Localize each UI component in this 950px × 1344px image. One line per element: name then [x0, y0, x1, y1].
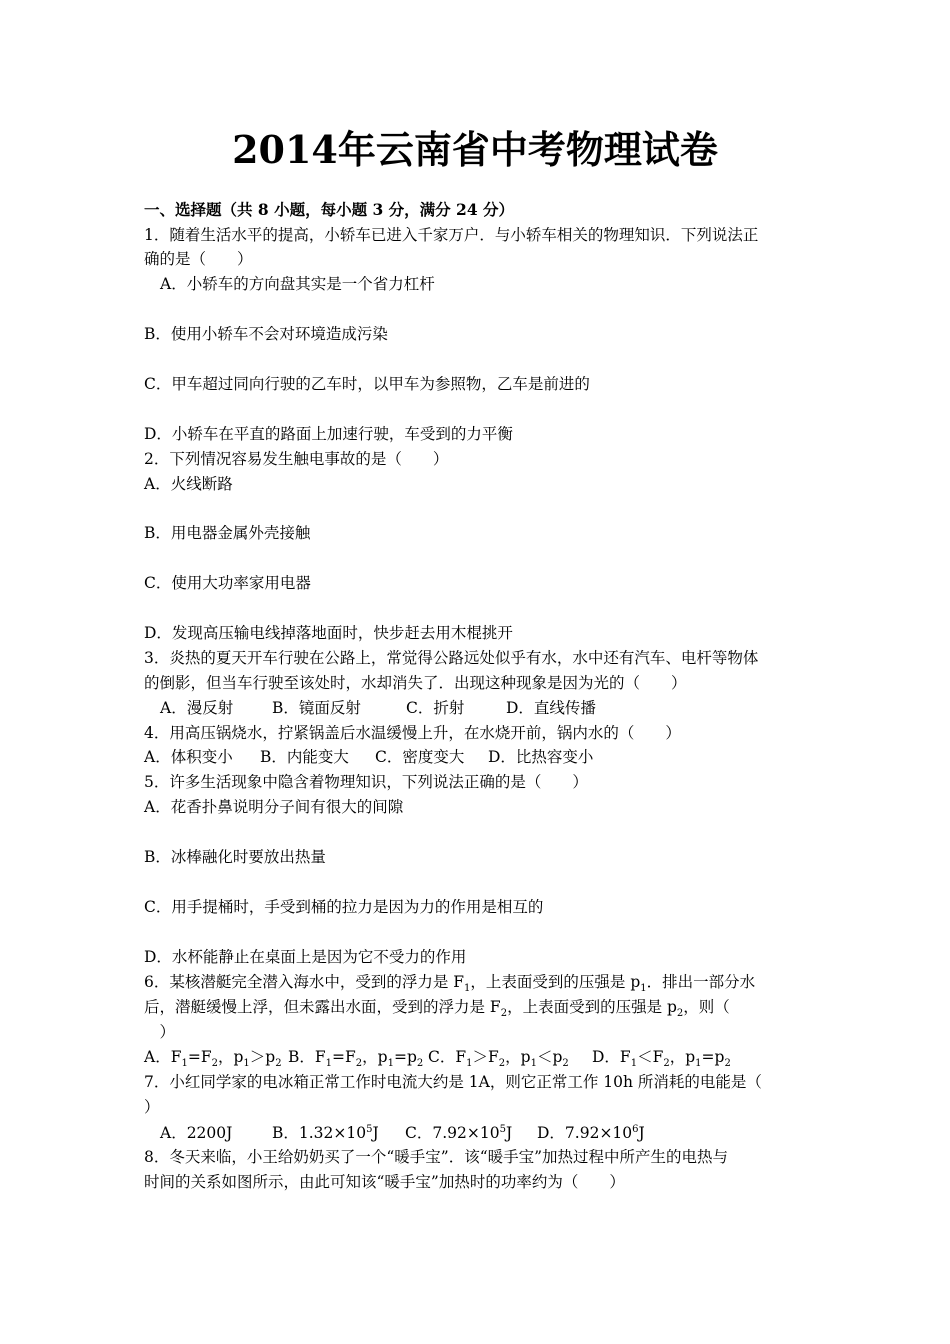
question-5-option-d: D．水杯能静止在桌面上是因为它不受力的作用 — [144, 948, 467, 966]
question-8-stem-cont: 时间的关系如图所示，由此可知该“暖手宝”加热时的功率约为（ ） — [144, 1173, 625, 1191]
subscript: 2 — [500, 1008, 508, 1020]
question-2-option-d: D．发现高压输电线掉落地面时，快步赶去用木棍挑开 — [144, 624, 513, 642]
question-1-option-a: A．小轿车的方向盘其实是一个省力杠杆 — [160, 275, 435, 293]
question-3-stem-cont: 的倒影，但当车行驶至该处时，水却消失了．出现这种现象是因为光的（ ） — [144, 674, 687, 692]
question-7-option-a: A．2200J — [160, 1124, 233, 1142]
question-3-stem: 3．炎热的夏天开车行驶在公路上，常觉得公路远处似乎有水，水中还有汽车、电杆等物体 — [144, 649, 759, 667]
text: C．F — [428, 1048, 467, 1066]
subscript: 2 — [416, 1058, 424, 1070]
text: ，上表面受到的压强是 p — [507, 998, 677, 1016]
question-2-stem: 2．下列情况容易发生触电事故的是（ ） — [144, 450, 449, 468]
question-1-option-d: D．小轿车在平直的路面上加速行驶，车受到的力平衡 — [144, 425, 513, 443]
superscript: 5 — [499, 1123, 506, 1135]
question-2-option-b: B．用电器金属外壳接触 — [144, 524, 311, 542]
question-6-option-c — [428, 1045, 569, 1069]
question-1-option-c: C．甲车超过同向行驶的乙车时，以甲车为参照物，乙车是前进的 — [144, 375, 590, 393]
question-1-option-b: B．使用小轿车不会对环境造成污染 — [144, 325, 388, 343]
subscript: 1 — [466, 1058, 473, 1070]
question-4-option-b: B．内能变大 — [260, 748, 349, 766]
question-4-option-c: C．密度变大 — [375, 748, 465, 766]
text: =p — [393, 1048, 417, 1066]
subscript: 1 — [387, 1058, 394, 1070]
text: J — [638, 1124, 645, 1142]
text: ，p — [217, 1048, 244, 1066]
question-7-stem: 7．小红同学家的电冰箱正常工作时电流大约是 1A，则它正常工作 10h 所消耗的电能是（ — [144, 1073, 762, 1091]
text: A．F — [144, 1048, 182, 1066]
subscript: 1 — [695, 1058, 702, 1070]
text: B．F — [288, 1048, 326, 1066]
text: ，上表面受到的压强是 p — [470, 973, 641, 991]
question-3-option-b: B．镜面反射 — [272, 699, 361, 717]
question-5-stem: 5．许多生活现象中隐含着物理知识，下列说法正确的是（ ） — [144, 773, 588, 791]
question-1-stem-cont: 确的是（ ） — [144, 250, 253, 268]
subscript: 1 — [464, 983, 471, 995]
question-1-stem: 1．随着生活水平的提高，小轿车已进入千家万户．与小轿车相关的物理知识．下列说法正 — [144, 226, 759, 244]
text: J — [372, 1124, 379, 1142]
text: =F — [187, 1048, 212, 1066]
question-4-option-a: A．体积变小 — [144, 748, 233, 766]
text: ＜F — [637, 1048, 664, 1066]
text: D．7.92×10 — [537, 1124, 633, 1142]
subscript: 1 — [640, 983, 647, 995]
subscript: 1 — [181, 1058, 188, 1070]
question-5-option-a: A．花香扑鼻说明分子间有很大的间隙 — [144, 798, 404, 816]
subscript: 2 — [663, 1058, 670, 1070]
question-8-stem: 8．冬天来临，小王给奶奶买了一个“暖手宝”．该“暖手宝”加热过程中所产生的电热与 — [144, 1148, 729, 1166]
question-7-option-c — [405, 1121, 512, 1145]
question-6-option-d — [592, 1045, 731, 1069]
subscript: 2 — [724, 1058, 731, 1070]
question-3-option-c: C．折射 — [406, 699, 465, 717]
question-5-option-c: C．用手提桶时，手受到桶的拉力是因为力的作用是相互的 — [144, 898, 544, 916]
question-3-option-a: A．漫反射 — [160, 699, 234, 717]
text: ．排出一部分水 — [646, 973, 756, 991]
subscript: 1 — [325, 1058, 333, 1070]
text: ＞p — [249, 1048, 276, 1066]
question-2-option-c: C．使用大功率家用电器 — [144, 574, 311, 592]
question-6-stem-cont — [144, 995, 730, 1019]
subscript: 2 — [355, 1058, 363, 1070]
text: ＜p — [536, 1048, 563, 1066]
text: =p — [701, 1048, 725, 1066]
question-6-stem-end: ） — [144, 1023, 176, 1041]
subscript: 2 — [211, 1058, 218, 1070]
superscript: 5 — [366, 1123, 373, 1135]
text: C．7.92×10 — [405, 1124, 500, 1142]
question-7-stem-end: ） — [144, 1098, 160, 1116]
question-5-option-b: B．冰棒融化时要放出热量 — [144, 848, 326, 866]
text: =F — [332, 1048, 356, 1066]
subscript: 2 — [676, 1008, 684, 1020]
text: ，p — [505, 1048, 531, 1066]
text: ＞F — [472, 1048, 499, 1066]
subscript: 2 — [562, 1058, 569, 1070]
subscript: 1 — [630, 1058, 638, 1070]
question-6-option-a — [144, 1045, 282, 1069]
text: J — [505, 1124, 513, 1142]
section-heading: 一、选择题（共 8 小题，每小题 3 分，满分 24 分） — [144, 200, 515, 219]
subscript: 2 — [275, 1058, 282, 1070]
subscript: 1 — [530, 1058, 537, 1070]
text: ，则（ — [683, 998, 730, 1016]
subscript: 1 — [243, 1058, 250, 1070]
superscript: 6 — [632, 1123, 639, 1135]
text: D．F — [592, 1048, 631, 1066]
text: B．1.32×10 — [272, 1124, 367, 1142]
text: ，p — [669, 1048, 696, 1066]
subscript: 2 — [498, 1058, 506, 1070]
question-3-option-d: D．直线传播 — [506, 699, 596, 717]
question-4-option-d: D．比热容变小 — [488, 748, 594, 766]
page-title: 2014年云南省中考物理试卷 — [232, 127, 718, 172]
question-7-option-d — [537, 1121, 645, 1145]
question-2-option-a: A．火线断路 — [144, 475, 233, 493]
text: 后，潜艇缓慢上浮，但未露出水面，受到的浮力是 F — [144, 998, 501, 1016]
question-7-option-b — [272, 1121, 379, 1145]
question-4-stem: 4．用高压锅烧水，拧紧锅盖后水温缓慢上升，在水烧开前，锅内水的（ ） — [144, 724, 681, 742]
text: 6．某核潜艇完全潜入海水中，受到的浮力是 F — [144, 973, 465, 991]
question-6-option-b — [288, 1045, 423, 1069]
text: ，p — [362, 1048, 388, 1066]
question-6-stem — [144, 970, 755, 994]
